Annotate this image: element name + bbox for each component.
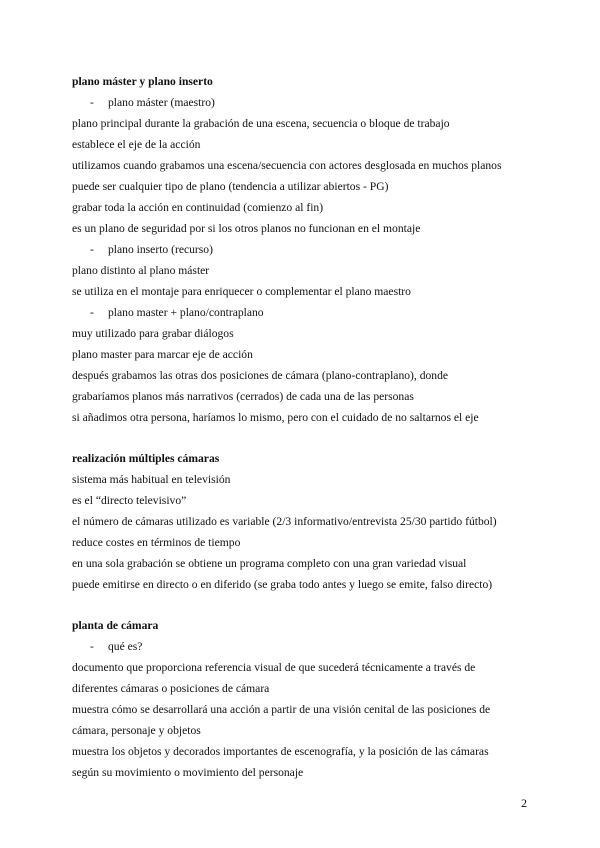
bullet-item — [72, 92, 552, 113]
document-body — [72, 71, 552, 783]
text-line: muestra los objetos y decorados importantes de escenografía, y la posición de las cámaras — [72, 745, 489, 758]
text-line: utilizamos cuando grabamos una escena/secuencia con actores desglosada en muchos planos — [72, 159, 502, 172]
bullet-text: plano inserto (recurso) — [108, 243, 213, 256]
bullet-item — [72, 302, 552, 323]
bullet-item — [72, 636, 552, 657]
text-line: documento que proporciona referencia visual de que sucederá técnicamente a través de — [72, 661, 476, 674]
text-line: es el “directo televisivo” — [72, 494, 187, 507]
section — [72, 615, 552, 783]
text-line: muy utilizado para grabar diálogos — [72, 327, 234, 340]
text-line: puede ser cualquier tipo de plano (tendencia a utilizar abiertos - PG) — [72, 180, 389, 193]
section — [72, 71, 552, 428]
text-line: grabar toda la acción en continuidad (comienzo al fin) — [72, 201, 324, 214]
text-line: se utiliza en el montaje para enriquecer o complementar el plano maestro — [72, 285, 411, 298]
section-heading: realización múltiples cámaras — [72, 452, 220, 465]
bullet-text: qué es? — [108, 640, 143, 653]
text-line: sistema más habitual en televisión — [72, 473, 231, 486]
text-line: plano distinto al plano máster — [72, 264, 210, 277]
text-line: según su movimiento o movimiento del personaje — [72, 766, 304, 779]
section-heading: planta de cámara — [72, 619, 159, 632]
text-line: plano principal durante la grabación de una escena, secuencia o bloque de trabajo — [72, 117, 450, 130]
bullet-dash: - — [90, 243, 94, 256]
text-line: puede emitirse en directo o en diferido (se graba todo antes y luego se emite, falso directo) — [72, 578, 493, 591]
text-line: reduce costes en términos de tiempo — [72, 536, 241, 549]
section-spacer — [72, 595, 552, 615]
bullet-item — [72, 239, 552, 260]
text-line: muestra cómo se desarrollará una acción a partir de una visión cenital de las posiciones de — [72, 703, 491, 716]
text-line: grabaríamos planos más narrativos (cerrados) de cada una de las personas — [72, 390, 414, 403]
bullet-dash: - — [90, 96, 94, 109]
text-line: establece el eje de la acción — [72, 138, 201, 151]
bullet-text: plano máster (maestro) — [108, 96, 215, 109]
bullet-dash: - — [90, 640, 94, 653]
text-line: si añadimos otra persona, haríamos lo mismo, pero con el cuidado de no saltarnos el eje — [72, 411, 479, 424]
section-heading: plano máster y plano inserto — [72, 75, 213, 88]
text-line: es un plano de seguridad por si los otros planos no funcionan en el montaje — [72, 222, 421, 235]
text-line: plano master para marcar eje de acción — [72, 348, 253, 361]
text-line: en una sola grabación se obtiene un programa completo con una gran variedad visual — [72, 557, 467, 570]
text-line: después grabamos las otras dos posiciones de cámara (plano-contraplano), donde — [72, 369, 449, 382]
bullet-text: plano master + plano/contraplano — [108, 306, 264, 319]
section — [72, 448, 552, 595]
text-line: cámara, personaje y objetos — [72, 724, 201, 737]
section-spacer — [72, 428, 552, 448]
page-number: 2 — [521, 796, 527, 810]
text-line: diferentes cámaras o posiciones de cámara — [72, 682, 270, 695]
bullet-dash: - — [90, 306, 94, 319]
text-line: el número de cámaras utilizado es variable (2/3 informativo/entrevista 25/30 partido fútbol) — [72, 515, 497, 528]
